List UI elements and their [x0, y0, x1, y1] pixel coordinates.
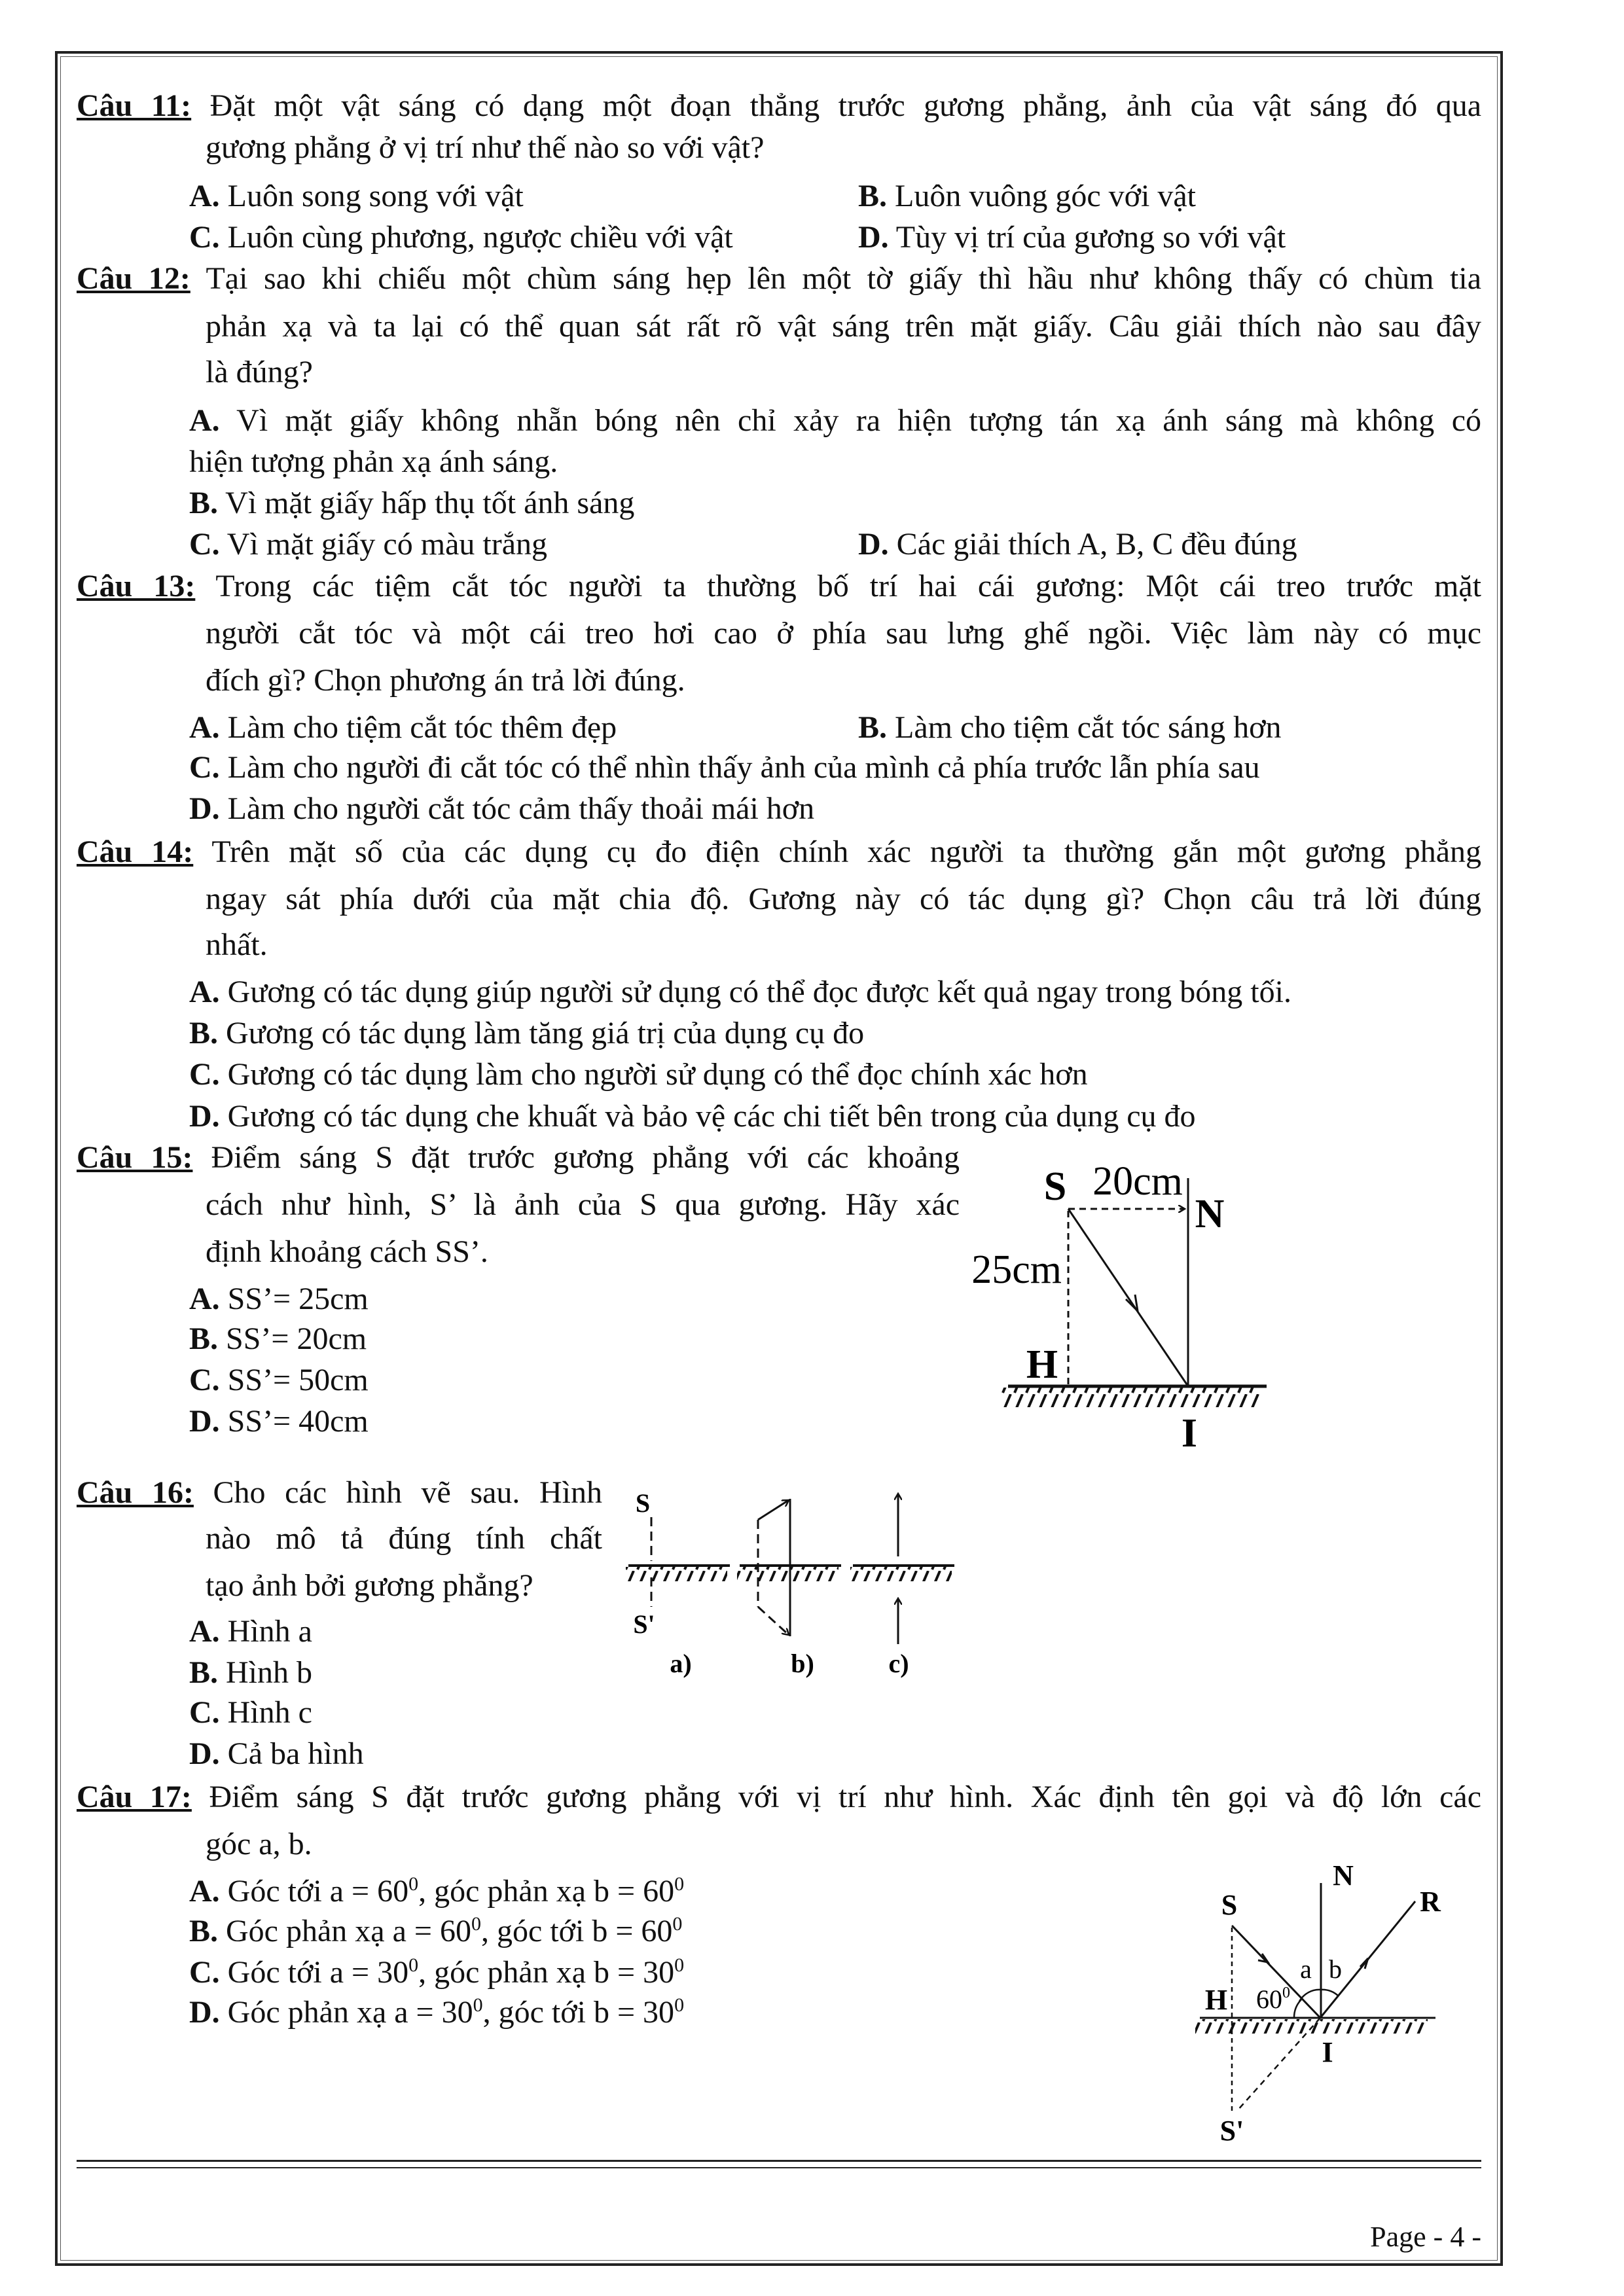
option-text: Hình c: [219, 1695, 312, 1730]
question-12-stem: Tại sao khi chiếu một chùm sáng hẹp lên một tờ giấy thì hầu như không thấy có chùm tia: [206, 261, 1481, 296]
option-text: Vì mặt giấy hấp thụ tốt ánh sáng: [218, 486, 635, 520]
question-15-line-3: định khoảng cách SS’.: [206, 1234, 488, 1269]
label-20cm: 20cm: [1092, 1159, 1183, 1204]
option-key: A.: [189, 403, 220, 438]
question-15-line-2: cách như hình, S’ là ảnh của S qua gương. Hãy xác: [206, 1187, 960, 1222]
q16-figure: [626, 1488, 954, 1678]
degree-sup: 0: [674, 1873, 685, 1895]
option-text: Góc phản xạ a = 60: [218, 1914, 471, 1948]
incident-ray: [1068, 1209, 1188, 1386]
footer-rule-top: [77, 2160, 1481, 2162]
label-n: N: [1333, 1859, 1354, 1892]
label-h: H: [1204, 1984, 1228, 2016]
option-text: Các giải thích A, B, C đều đúng: [888, 527, 1297, 562]
option-key: D.: [189, 1099, 220, 1134]
degree-sup: 0: [408, 1873, 419, 1895]
footer-rule-bottom: [77, 2167, 1481, 2168]
question-16-label: Câu 16:: [77, 1475, 194, 1510]
option-key: D.: [189, 1736, 220, 1771]
label-n: N: [1195, 1192, 1225, 1236]
option-text: SS’= 25cm: [219, 1282, 369, 1316]
option-text: Gương có tác dụng làm cho người sử dụng có thể đọc chính xác hơn: [219, 1057, 1088, 1092]
option-text: , góc tới b = 60: [480, 1914, 673, 1948]
option-text: Làm cho tiệm cắt tóc thêm đẹp: [219, 710, 617, 745]
question-12-line-3: là đúng?: [206, 355, 313, 389]
question-13-line-3: đích gì? Chọn phương án trả lời đúng.: [206, 663, 685, 698]
option-key: B.: [189, 1655, 219, 1690]
degree-sup: 0: [473, 1994, 483, 2016]
option-key: B.: [189, 1016, 219, 1050]
option-text: Hình a: [219, 1614, 312, 1649]
option-text: , góc tới b = 30: [482, 1995, 675, 2030]
degree-sup: 0: [674, 1994, 685, 2016]
option-text: Luôn cùng phương, ngược chiều với vật: [219, 220, 733, 255]
option-text: Gương có tác dụng giúp người sử dụng có thể đọc được kết quả ngay trong bóng tối.: [219, 975, 1291, 1009]
question-13-stem: Trong các tiệm cắt tóc người ta thường bố trí hai cái gương: Một cái treo trước mặt: [215, 569, 1481, 603]
question-17-line-2: góc a, b.: [206, 1827, 312, 1861]
question-17-label: Câu 17:: [77, 1780, 192, 1814]
option-text: SS’= 50cm: [219, 1363, 369, 1397]
question-12-line-2: phản xạ và ta lại có thể quan sát rất rõ vật sáng trên mặt giấy. Câu giải thích nào sau đây: [206, 309, 1481, 344]
option-key: B.: [858, 710, 888, 745]
option-text: Gương có tác dụng làm tăng giá trị của dụng cụ đo: [218, 1016, 865, 1050]
question-16-line-2: nào mô tả đúng tính chất: [206, 1521, 602, 1556]
label-a: a: [1300, 1954, 1312, 1984]
degree-sup: 0: [471, 1913, 481, 1935]
option-key: C.: [189, 750, 220, 785]
question-16-line-3: tạo ảnh bởi gương phẳng?: [206, 1568, 533, 1603]
question-14-label: Câu 14:: [77, 834, 194, 869]
option-key: A.: [189, 1614, 220, 1649]
option-text: Vì mặt giấy có màu trắng: [219, 527, 547, 562]
option-key: A.: [189, 1282, 220, 1316]
label-s: S: [1043, 1164, 1067, 1209]
option-text: , góc phản xạ b = 60: [418, 1874, 675, 1909]
option-key: B.: [189, 1914, 219, 1948]
q15-figure: [971, 1159, 1267, 1456]
q12-option-a-cont: hiện tượng phản xạ ánh sáng.: [189, 444, 558, 479]
option-key: C.: [189, 527, 220, 562]
label-i: I: [1322, 2036, 1333, 2068]
option-key: D.: [858, 527, 889, 562]
option-text: Luôn song song với vật: [219, 179, 524, 213]
degree-sup: 0: [674, 1954, 685, 1976]
question-13-label: Câu 13:: [77, 569, 196, 603]
label-b: b: [1329, 1954, 1342, 1984]
option-key: D.: [858, 220, 889, 255]
option-text: Làm cho người cắt tóc cảm thấy thoải mái hơn: [219, 791, 815, 826]
label-60deg: $60^0$: [1256, 1984, 1290, 2014]
option-text: Góc tới a = 60: [219, 1874, 409, 1909]
option-key: D.: [189, 791, 220, 826]
option-key: C.: [189, 1695, 220, 1730]
question-12-label: Câu 12:: [77, 261, 190, 296]
label-25cm: 25cm: [971, 1247, 1062, 1292]
option-text: Làm cho người đi cắt tóc có thể nhìn thấy ảnh của mình cả phía trước lẫn phía sau: [219, 750, 1260, 785]
label-a: a): [670, 1649, 692, 1678]
option-text: Làm cho tiệm cắt tóc sáng hơn: [887, 710, 1282, 745]
question-11-stem: Đặt một vật sáng có dạng một đoạn thẳng trước gương phẳng, ảnh của vật sáng đó qua: [209, 88, 1481, 123]
option-key: C.: [189, 1363, 220, 1397]
option-key: D.: [189, 1995, 220, 2030]
question-11-line-2: gương phẳng ở vị trí như thế nào so với vật?: [206, 130, 765, 165]
option-text: SS’= 40cm: [219, 1404, 369, 1439]
label-i: I: [1181, 1411, 1198, 1456]
option-key: B.: [858, 179, 888, 213]
option-text: Hình b: [218, 1655, 313, 1690]
label-s-prime: S': [633, 1609, 655, 1639]
option-key: A.: [189, 1874, 220, 1909]
option-key: C.: [189, 1955, 220, 1990]
question-14-stem: Trên mặt số của các dụng cụ đo điện chính xác người ta thường gắn một gương phẳng: [211, 834, 1482, 869]
label-b: b): [791, 1649, 814, 1678]
question-14-line-3: nhất.: [206, 927, 268, 962]
question-15-stem: Điểm sáng S đặt trước gương phẳng với các khoảng: [211, 1140, 960, 1175]
label-s-prime: S': [1219, 2115, 1244, 2147]
option-text: SS’= 20cm: [218, 1321, 367, 1356]
option-text: Vì mặt giấy không nhẵn bóng nên chỉ xảy ra hiện tượng tán xạ ánh sáng mà không có: [219, 403, 1481, 438]
label-c: c): [888, 1649, 909, 1678]
question-15-label: Câu 15:: [77, 1140, 193, 1175]
option-text: Cả ba hình: [219, 1736, 364, 1771]
question-16-stem: Cho các hình vẽ sau. Hình: [213, 1475, 603, 1510]
degree-sup: 0: [408, 1954, 419, 1976]
label-h: H: [1026, 1342, 1058, 1387]
option-key: C.: [189, 1057, 220, 1092]
mirror-hatch: [1001, 1388, 1260, 1407]
question-14-line-2: ngay sát phía dưới của mặt chia độ. Gương này có tác dụng gì? Chọn câu trả lời đúng: [206, 882, 1481, 916]
label-s: S: [635, 1488, 651, 1518]
question-13-line-2: người cắt tóc và một cái treo hơi cao ở phía sau lưng ghế ngồi. Việc làm này có mục: [206, 616, 1481, 651]
degree-sup: 0: [672, 1913, 683, 1935]
option-key: B.: [189, 486, 219, 520]
option-key: A.: [189, 710, 220, 745]
option-key: B.: [189, 1321, 219, 1356]
option-text: Luôn vuông góc với vật: [887, 179, 1196, 213]
q17-figure: [1195, 1859, 1441, 2147]
option-key: C.: [189, 220, 220, 255]
option-text: Tùy vị trí của gương so với vật: [888, 220, 1286, 255]
option-key: A.: [189, 975, 220, 1009]
option-key: D.: [189, 1404, 220, 1439]
question-11-label: Câu 11:: [77, 88, 192, 123]
question-17-stem: Điểm sáng S đặt trước gương phẳng với vị trí như hình. Xác định tên gọi và độ lớn các: [209, 1780, 1482, 1814]
label-r: R: [1420, 1886, 1441, 1918]
option-text: Gương có tác dụng che khuất và bảo vệ các chi tiết bên trong của dụng cụ đo: [219, 1099, 1196, 1134]
option-key: A.: [189, 179, 220, 213]
option-text: , góc phản xạ b = 30: [418, 1955, 675, 1990]
page-number: Page - 4 -: [1370, 2221, 1481, 2253]
option-text: Góc phản xạ a = 30: [219, 1995, 473, 2030]
label-s: S: [1221, 1889, 1238, 1921]
option-text: Góc tới a = 30: [219, 1955, 409, 1990]
